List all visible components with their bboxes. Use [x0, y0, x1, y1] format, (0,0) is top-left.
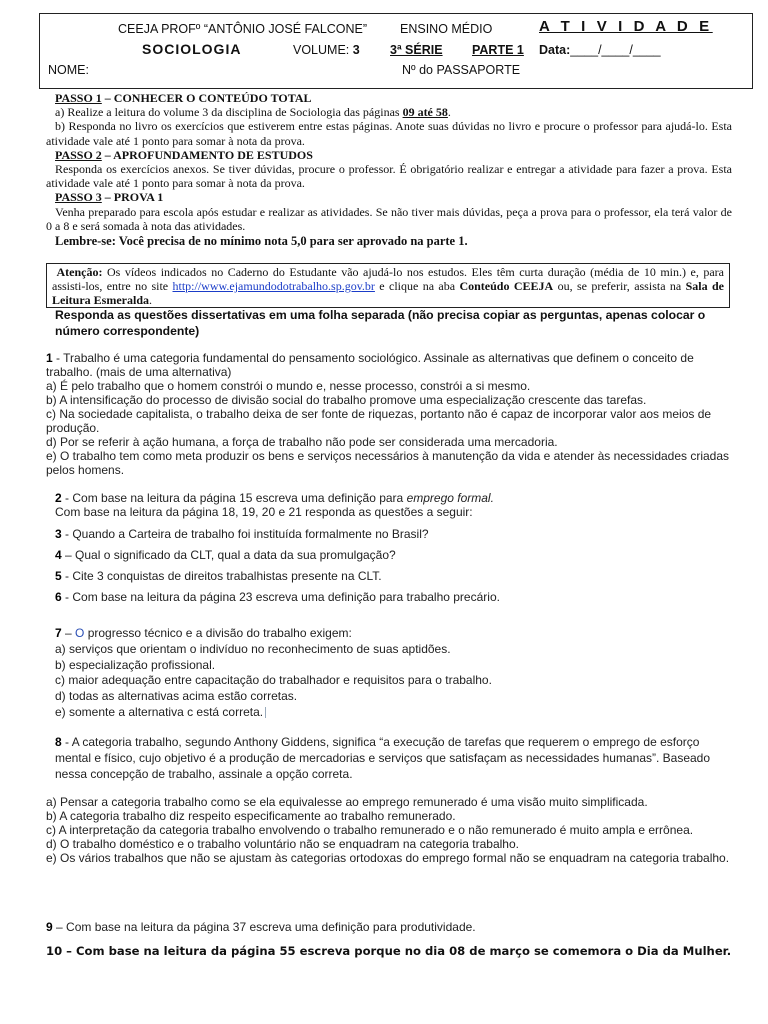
volume-field [293, 43, 360, 57]
step2-text: Responda os exercícios anexos. Se tiver dúvidas, procure o professor. É obrigatório realizar e entregar a atividade para fazer a prova. Esta atividade vale até 1 ponto para somar à nota da prova. [46, 162, 732, 191]
question-4 [55, 548, 396, 562]
attention-text1: Os vídeos indicados no Caderno do Estudante vão ajudá-lo nos estudos. Eles têm curta duração (média de 10 min.) e, para assisti-los, entre no site [52, 265, 724, 294]
step2-subtitle: – APROFUNDAMENTO DE ESTUDOS [101, 147, 313, 162]
attention-text3: ou, se preferir, assista na [553, 279, 686, 294]
step1-a-pages: 09 até 58 [402, 105, 448, 120]
serie-label: 3ª SÉRIE [390, 43, 443, 57]
question-2 [55, 491, 735, 519]
question-10: 10 – Com base na leitura da página 55 escreva porque no dia 08 de março se comemora o Dia da Mulher. [46, 944, 732, 958]
question-1 [46, 351, 736, 477]
school-name: CEEJA PROFº “ANTÔNIO JOSÉ FALCONE” [118, 22, 368, 36]
question-7-stem [55, 626, 735, 642]
subject-title: SOCIOLOGIA [142, 41, 242, 57]
step1-heading [46, 91, 732, 105]
step3-subtitle: – PROVA 1 [101, 190, 164, 205]
question-7-dash: – [61, 626, 76, 640]
question-7-option-e-text: e) somente a alternativa c está correta. [55, 704, 264, 719]
date-field [539, 43, 661, 57]
attention-text4: . [149, 293, 152, 308]
question-3 [55, 527, 429, 541]
step1-title: PASSO 1 [55, 91, 102, 105]
question-8-option-b[interactable]: b) A categoria trabalho diz respeito especificamente ao trabalho remunerado. [46, 809, 456, 823]
question-7-option-e[interactable] [55, 705, 735, 721]
question-7-option-a[interactable]: a) serviços que orientam o indivíduo no reconhecimento de suas aptidões. [55, 641, 451, 656]
question-8-text: - A categoria trabalho, segundo Anthony Giddens, significa “a execução de tarefas que requerem o emprego de esforço mental e físico, cujo objetivo é a produção de mercadorias e serviços que satisfaçam as necessidades humanas”. Baseado nessa concepção de trabalho, assinale a opção correta. [55, 735, 711, 781]
question-6-number: 6 [55, 590, 62, 604]
header-box [39, 13, 753, 89]
question-3-number: 3 [55, 527, 62, 541]
attention-tab-name: Conteúdo CEEJA [459, 279, 554, 294]
question-2-number: 2 [55, 491, 62, 505]
question-4-text: – Qual o significado da CLT, qual a data da sua promulgação? [61, 548, 396, 562]
question-7 [55, 626, 735, 721]
step3-heading [46, 190, 732, 204]
step1-a-end: . [447, 105, 451, 120]
step1-item-a [46, 105, 732, 119]
step1-item-b: b) Responda no livro os exercícios que estiverem entre estas páginas. Anote suas dúvidas no livro e procure o professor para ajudá-lo. Esta atividade vale até 1 ponto para somar à nota da prova. [46, 119, 732, 148]
question-7-option-d[interactable]: d) todas as alternativas acima estão corretas. [55, 689, 298, 704]
education-level: ENSINO MÉDIO [400, 22, 493, 36]
question-1-text: - Trabalho é uma categoria fundamental do pensamento sociológico. Assinale as alternativas que definem o conceito de trabalho. (mais de uma alternativa) [46, 351, 694, 379]
reminder-text: Lembre-se: Você precisa de no mínimo nota 5,0 para ser aprovado na parte 1. [55, 234, 468, 249]
question-8-number: 8 [55, 735, 62, 749]
step3-text: Venha preparado para escola após estudar e realizar as atividades. Se não tiver mais dúvidas, peça a prova para o professor, ela terá valor de 0 a 8 e será somada à nota das atividades. [46, 204, 732, 233]
attention-text2: e clique na aba [374, 279, 460, 294]
step1-a-text: a) Realize a leitura do volume 3 da disciplina de Sociologia das páginas [55, 105, 403, 120]
question-5-text: - Cite 3 conquistas de direitos trabalhistas presente na CLT. [61, 569, 382, 583]
question-1-option-a[interactable]: a) É pelo trabalho que o homem constrói o mundo e, nesse processo, constrói a si mesmo. [46, 379, 531, 393]
attention-label: Atenção: [56, 265, 103, 279]
question-6-text: - Com base na leitura da página 23 escreva uma definição para trabalho precário. [61, 590, 500, 604]
question-1-option-e[interactable]: e) O trabalho tem como meta produzir os bens e serviços necessários à manutenção da vida e atender às necessidades criadas pelos homens. [46, 449, 730, 477]
step2-heading [46, 148, 732, 162]
text-cursor [265, 707, 266, 718]
question-7-number: 7 [55, 626, 62, 640]
question-7-option-c[interactable]: c) maior adequação entre capacitação do trabalhador e requisitos para o trabalho. [55, 673, 492, 688]
question-1-option-c[interactable]: c) Na sociedade capitalista, o trabalho deixa de ser fonte de riquezas, portanto não é capaz de incorporar valor aos meios de produção. [46, 407, 712, 435]
question-9 [46, 920, 736, 934]
question-3-text: - Quando a Carteira de trabalho foi instituída formalmente no Brasil? [61, 527, 429, 541]
question-8 [55, 735, 735, 782]
parte-label: PARTE 1 [472, 43, 524, 57]
question-8-stem [55, 735, 735, 782]
date-blank[interactable]: ____/____/____ [570, 43, 661, 57]
attention-box [46, 263, 730, 308]
question-1-number: 1 [46, 351, 53, 365]
question-9-text: – Com base na leitura da página 37 escreva uma definição para produtividade. [52, 920, 476, 934]
question-2-emphasis: emprego formal. [406, 491, 494, 505]
step3-title: PASSO 3 [55, 190, 102, 205]
question-8-option-e[interactable]: e) Os vários trabalhos que não se ajustam às categorias ortodoxas do emprego formal não se enquadram na categoria trabalho. [46, 851, 730, 865]
question-2-text: - Com base na leitura da página 15 escreva uma definição para [61, 491, 407, 505]
date-label: Data: [539, 43, 571, 57]
question-8-option-d[interactable]: d) O trabalho doméstico e o trabalho voluntário não se enquadram na categoria trabalho. [46, 837, 519, 851]
question-7-option-b[interactable]: b) especialização profissional. [55, 657, 216, 672]
question-5-number: 5 [55, 569, 62, 583]
step1-subtitle: – CONHECER O CONTEÚDO TOTAL [101, 91, 312, 105]
activity-title: A T I V I D A D E [539, 18, 713, 35]
question-1-stem [46, 351, 736, 379]
question-8-option-c[interactable]: c) A interpretação da categoria trabalho envolvendo o trabalho remunerado e o não remunerado é muito ampla e errônea. [46, 823, 694, 837]
question-7-text: progresso técnico e a divisão do trabalho exigem: [84, 626, 352, 640]
question-9-number: 9 [46, 920, 53, 934]
question-2-stem [55, 491, 735, 505]
passport-field-label: Nº do PASSAPORTE [402, 63, 521, 77]
question-4-number: 4 [55, 548, 62, 562]
instructions-section [46, 91, 732, 248]
respond-note: Responda as questões dissertativas em uma folha separada (não precisa copiar as perguntas, apenas colocar o número correspondente) [55, 308, 706, 338]
question-8-option-a[interactable]: a) Pensar a categoria trabalho como se ela equivalesse ao emprego remunerado é uma visão muito simplificada. [46, 795, 648, 809]
questions-3-6-intro: Com base na leitura da página 18, 19, 20 e 21 responda as questões a seguir: [55, 505, 473, 519]
question-1-option-d[interactable]: d) Por se referir à ação humana, a força de trabalho não pode ser considerada uma mercadoria. [46, 435, 558, 449]
step2-title: PASSO 2 [55, 147, 102, 162]
name-field-label: NOME: [48, 63, 89, 77]
site-link[interactable]: http://www.ejamundodotrabalho.sp.gov.br [172, 279, 375, 294]
volume-value: 3 [352, 43, 360, 57]
volume-label: VOLUME: [293, 43, 350, 57]
question-1-option-b[interactable]: b) A intensificação do processo de divisão social do trabalho promove uma especialização crescente das tarefas. [46, 393, 647, 407]
question-8-options [46, 795, 736, 865]
attention-room-name: Sala de Leitura Esmeralda [52, 279, 724, 308]
question-7-highlighted-letter: O [75, 626, 85, 640]
question-6 [55, 590, 500, 604]
question-5 [55, 569, 382, 583]
